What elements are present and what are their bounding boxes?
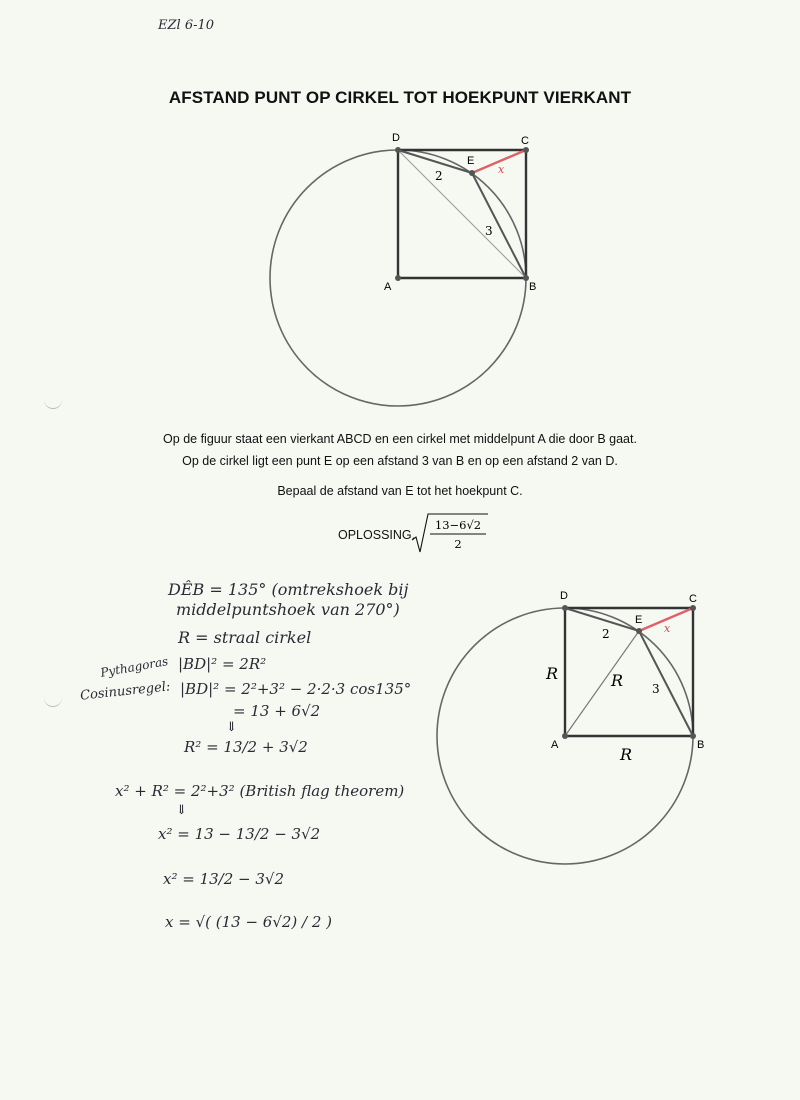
length-eb: 3 — [485, 224, 493, 238]
length-ad-2: R — [546, 664, 559, 683]
label-d: D — [392, 132, 400, 144]
point-e-2 — [636, 628, 642, 634]
hw-line-3: R = straal cirkel — [178, 628, 312, 647]
problem-question: Bepaal de afstand van E tot het hoekpunt C. — [277, 484, 523, 498]
length-de-2: 2 — [602, 627, 610, 641]
label-e-2: E — [635, 614, 643, 626]
point-b-2 — [690, 733, 696, 739]
solution-label: OPLOSSING. — [338, 528, 416, 542]
problem-line-1: Op de figuur staat een vierkant ABCD en een cirkel met middelpunt A die door B gaat. — [163, 432, 637, 446]
point-a-2 — [562, 733, 568, 739]
label-a: A — [384, 281, 392, 293]
segment-ae-2 — [565, 631, 639, 736]
length-ae-2: R — [611, 671, 624, 690]
length-ec: x — [498, 163, 505, 176]
page-title: AFSTAND PUNT OP CIRKEL TOT HOEKPUNT VIERKANT — [168, 88, 632, 107]
hw-cos-eq: |BD|² = 2²+3² − 2·2·3 cos135° — [180, 680, 412, 698]
hw-pyth-label: Pythagoras — [99, 654, 170, 680]
solution-numerator: 13−6√2 — [434, 518, 482, 532]
hw-cos-label: Cosinusregel: — [79, 679, 172, 704]
hw-arrow-1: ⇓ — [226, 720, 237, 735]
label-d-2: D — [560, 590, 568, 602]
hw-arrow-2: ⇓ — [176, 803, 187, 818]
point-c-2 — [690, 605, 696, 611]
hw-r2-eq: R² = 13/2 + 3√2 — [184, 738, 308, 756]
hw-pyth-eq: |BD|² = 2R² — [178, 655, 267, 673]
label-b: B — [529, 281, 537, 293]
problem-line-2: Op de cirkel ligt een punt E op een afstand 3 van B en op een afstand 2 van D. — [182, 454, 618, 468]
solution-denominator: 2 — [454, 537, 462, 551]
hw-line-1: DÊB = 135° (omtrekshoek bij — [168, 580, 409, 599]
label-c-2: C — [689, 593, 697, 605]
hw-line-2: middelpuntshoek van 270°) — [176, 600, 400, 619]
label-b-2: B — [697, 739, 705, 751]
length-ab-2: R — [620, 745, 633, 764]
length-eb-2: 3 — [652, 682, 660, 696]
length-ec-2: x — [664, 622, 671, 635]
reference-note: EZl 6-10 — [158, 18, 215, 33]
hw-cos-result: = 13 + 6√2 — [233, 702, 321, 720]
hw-x-final: x = √( (13 − 6√2) / 2 ) — [165, 913, 333, 931]
point-d-2 — [562, 605, 568, 611]
label-c: C — [521, 135, 529, 147]
hw-x2-a: x² = 13 − 13/2 − 3√2 — [158, 825, 321, 843]
hw-x2-b: x² = 13/2 − 3√2 — [163, 870, 285, 888]
label-e: E — [467, 155, 475, 167]
segment-eb-2 — [639, 631, 693, 736]
label-a-2: A — [551, 739, 559, 751]
hw-flag-eq: x² + R² = 2²+3² (British flag theorem) — [115, 782, 405, 800]
length-de: 2 — [435, 169, 443, 183]
